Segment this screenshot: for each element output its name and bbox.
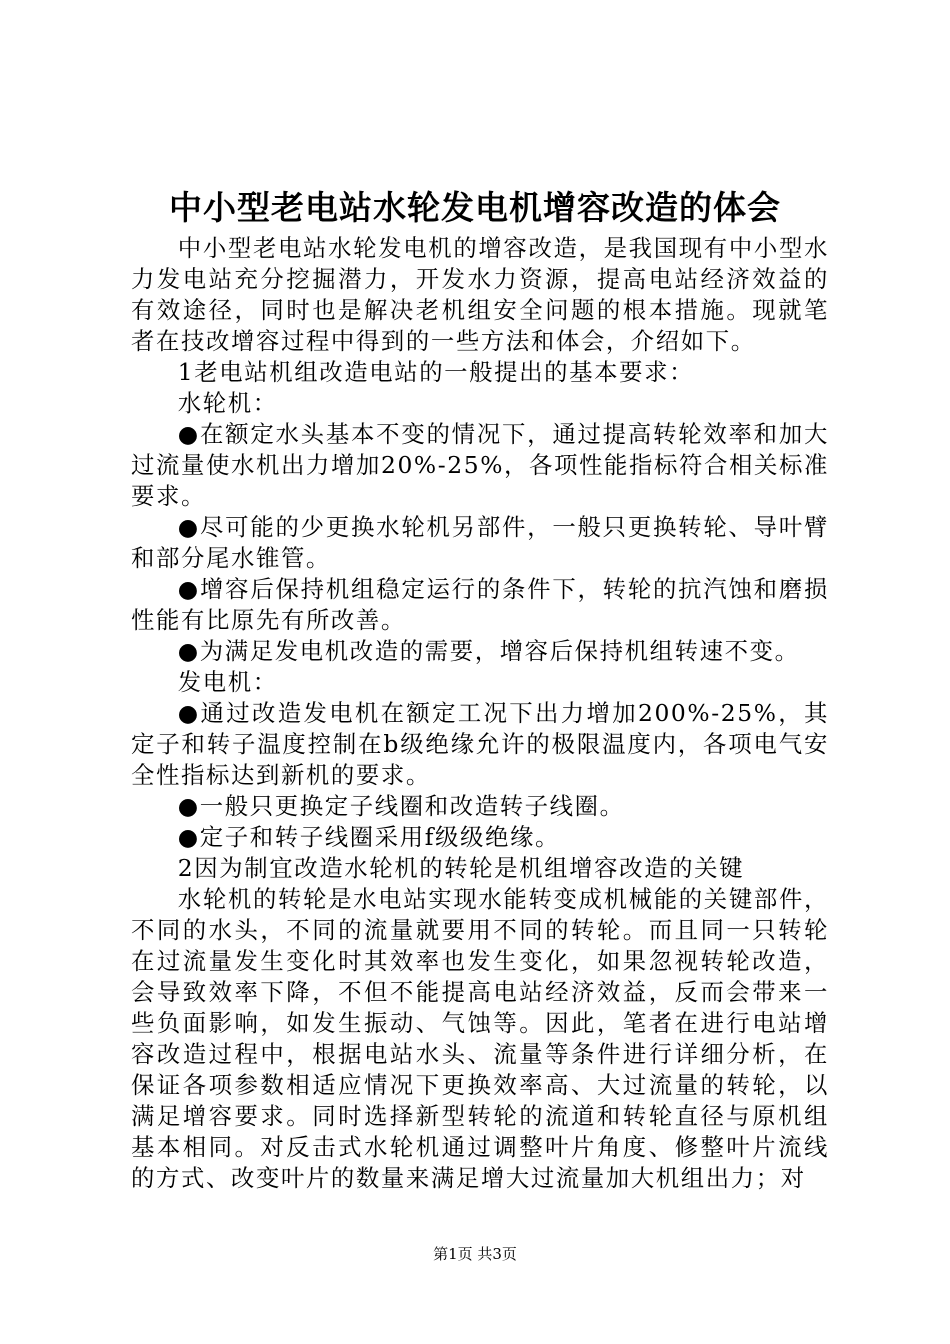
document-body: [131, 233, 829, 1194]
document-title: 中小型老电站水轮发电机增容改造的体会: [169, 188, 781, 227]
section-heading: 2因为制宜改造水轮机的转轮是机组增容改造的关键: [177, 854, 745, 882]
page-footer: 第1页 共3页: [433, 1245, 517, 1263]
bullet-paragraph: ●为满足发电机改造的需要，增容后保持机组转速不变。: [177, 637, 800, 665]
bullet-paragraph: ●通过改造发电机在额定工况下出力增加200%-25%，其定子和转子温度控制在b级绝缘允许的极限温度内，各项电气安全性指标达到新机的要求。: [131, 699, 829, 789]
paragraph: 发电机：: [177, 668, 278, 696]
bullet-paragraph: ●在额定水头基本不变的情况下，通过提高转轮效率和加大过流量使水机出力增加20%-25%，各项性能指标符合相关标准要求。: [131, 420, 829, 510]
bullet-paragraph: ●定子和转子线圈采用f级级绝缘。: [177, 823, 560, 851]
paragraph: 1老电站机组改造电站的一般提出的基本要求：: [177, 358, 695, 386]
bullet-paragraph: ●增容后保持机组稳定运行的条件下，转轮的抗汽蚀和磨损性能有比原先有所改善。: [131, 575, 829, 634]
bullet-paragraph: ●尽可能的少更换水轮机另部件，一般只更换转轮、导叶臂和部分尾水锥管。: [131, 513, 829, 572]
paragraph: 水轮机的转轮是水电站实现水能转变成机械能的关键部件，不同的水头，不同的流量就要用不同的转轮。而且同一只转轮在过流量发生变化时其效率也发生变化，如果忽视转轮改造，会导致效率下降，不但不能提高电站经济效益，反而会带来一些负面影响，如发生振动、气蚀等。因此，笔者在进行电站增容改造过程中，根据电站水头、流量等条件进行详细分析，在保证各项参数相适应情况下更换效率高、大过流量的转轮，以满足增容要求。同时选择新型转轮的流道和转轮直径与原机组基本相同。对反击式水轮机通过调整叶片角度、修整叶片流线的方式、改变叶片的数量来满足增大过流量加大机组出力；对: [131, 885, 829, 1192]
bullet-paragraph: ●一般只更换定子线圈和改造转子线圈。: [177, 792, 625, 820]
paragraph: 水轮机：: [177, 389, 278, 417]
paragraph: 中小型老电站水轮发电机的增容改造，是我国现有中小型水力发电站充分挖掘潜力，开发水力资源，提高电站经济效益的有效途径，同时也是解决老机组安全问题的根本措施。现就笔者在技改增容过程中得到的一些方法和体会，介绍如下。: [131, 234, 829, 355]
